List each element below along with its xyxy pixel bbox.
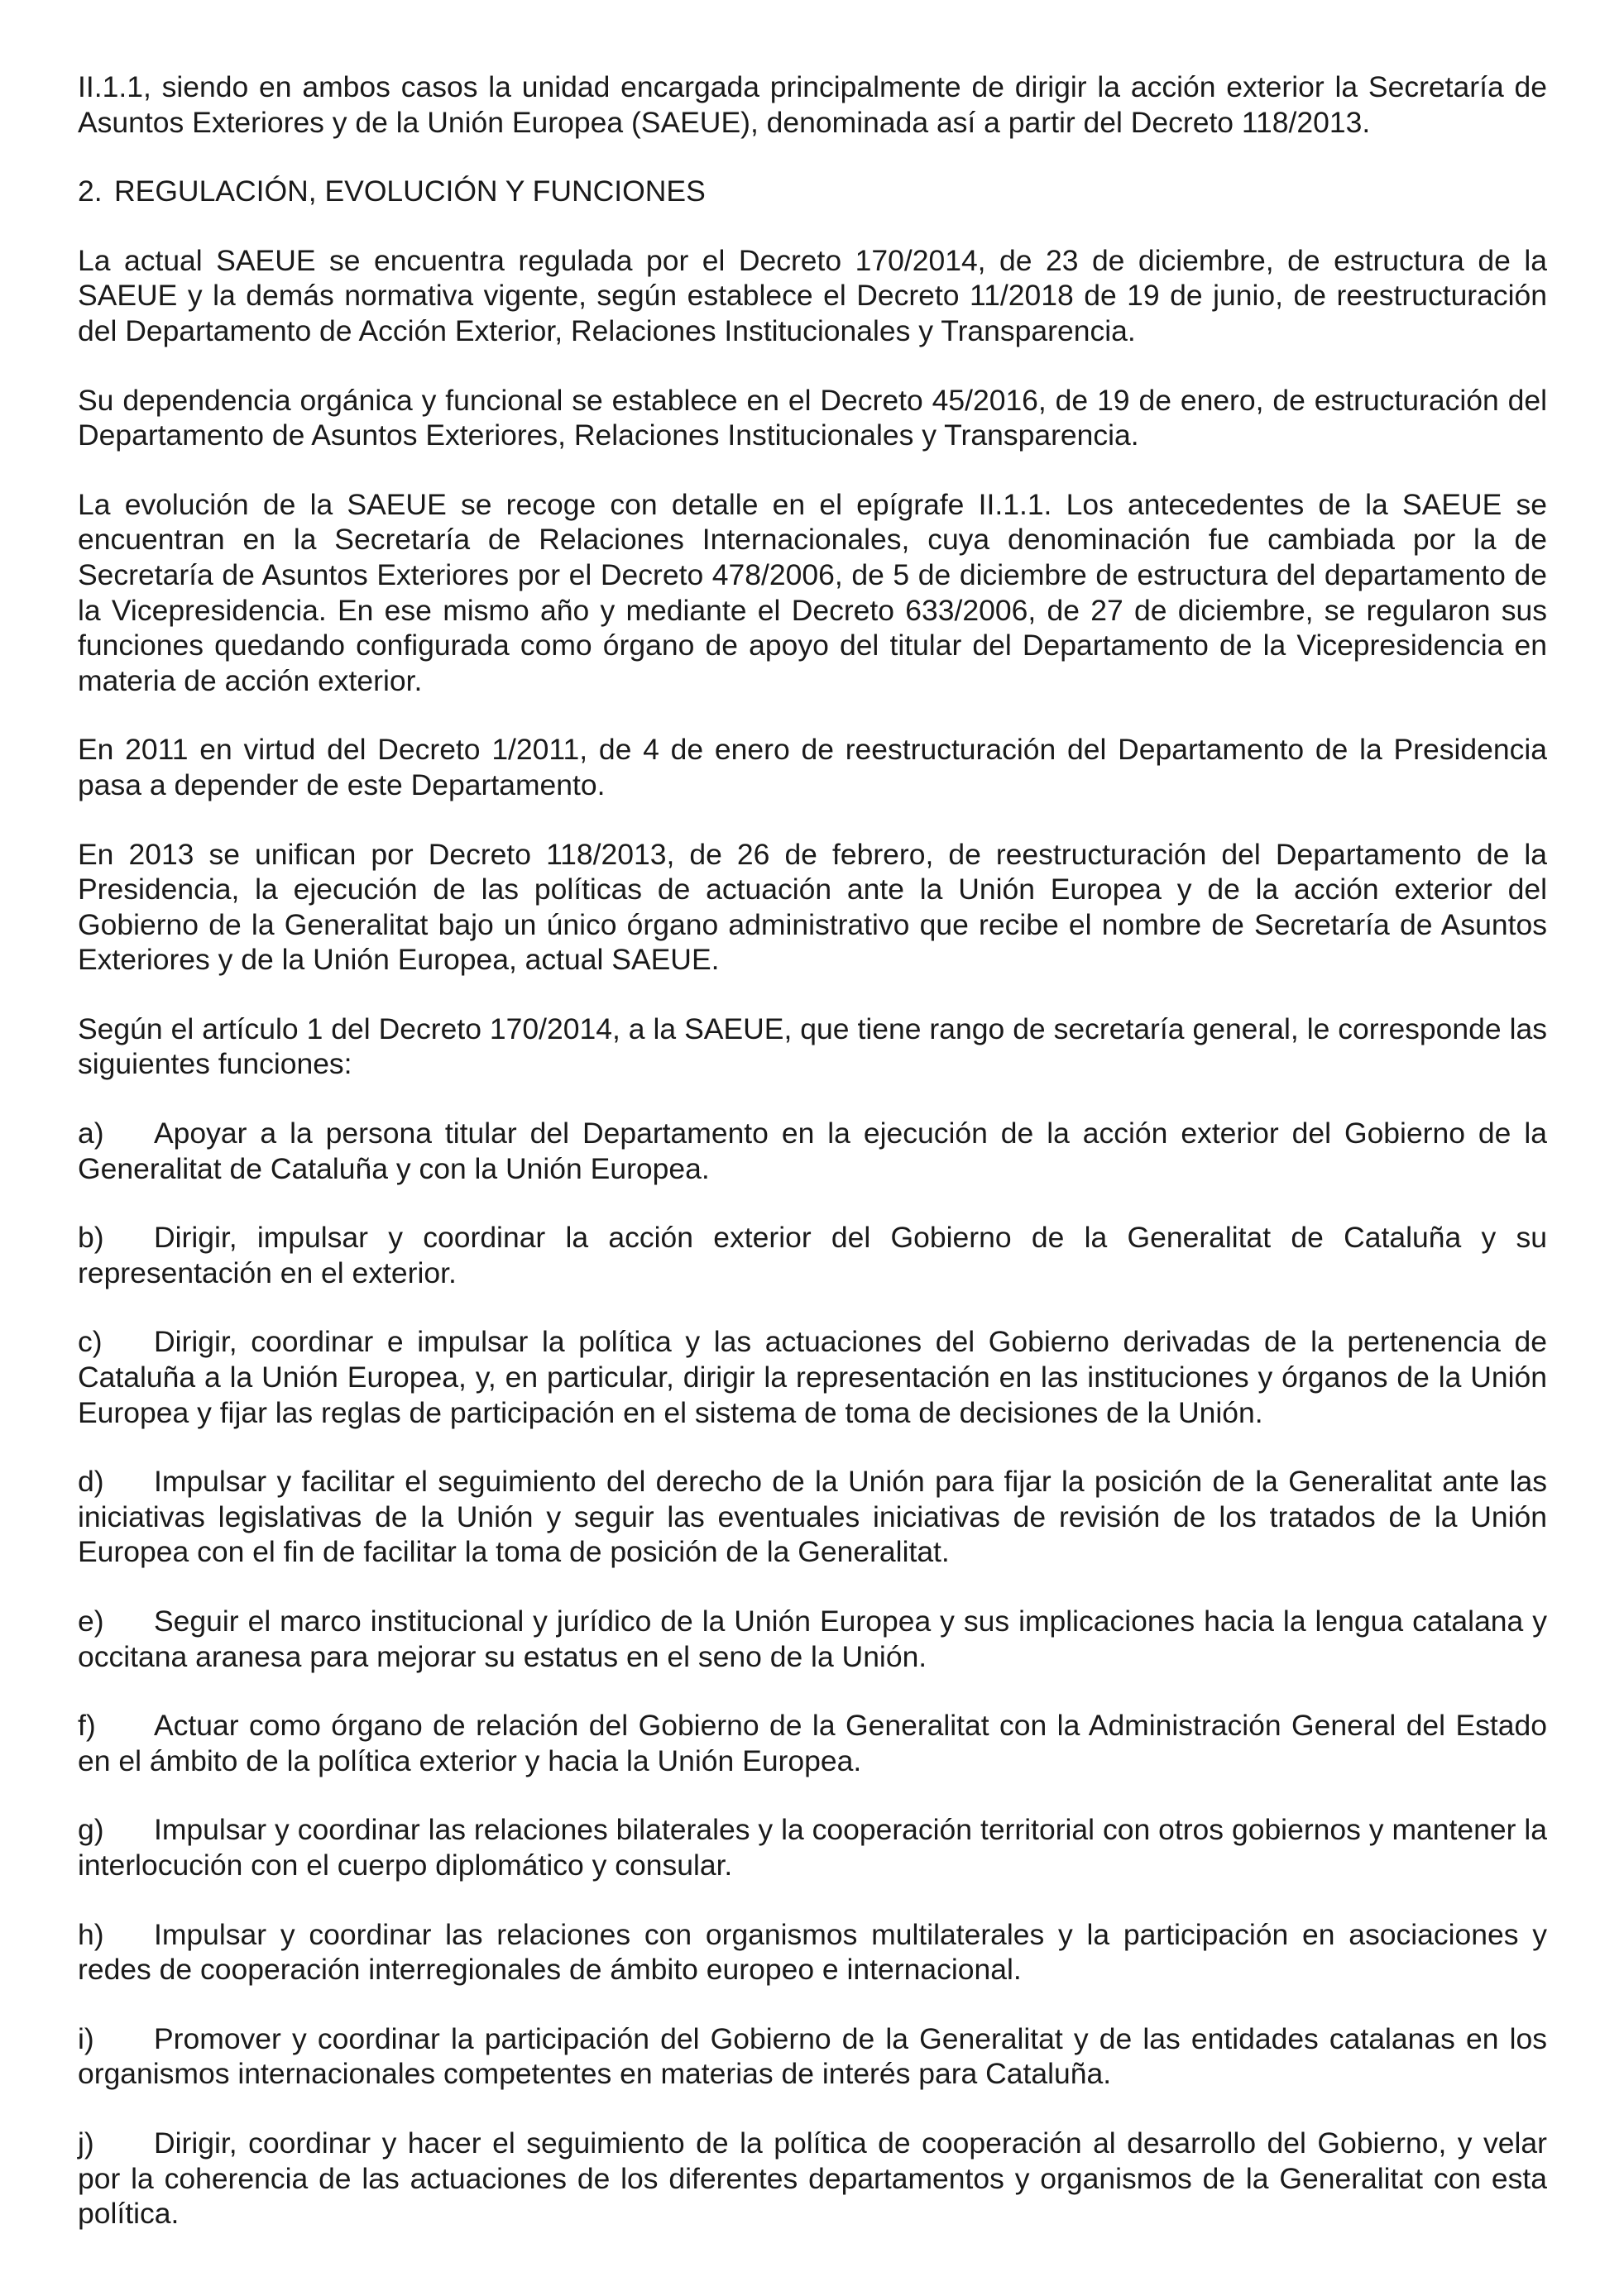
function-text: Actuar como órgano de relación del Gobierno de la Generalitat con la Administración General del Estado en el ámbito de la política exterior y hacia la Unión Europea. (78, 1709, 1547, 1777)
function-letter: i) (78, 2021, 94, 2055)
function-letter: d) (78, 1465, 104, 1499)
intro-paragraph: II.1.1, siendo en ambos casos la unidad encargada principalmente de dirigir la acción exterior la Secretaría de Asuntos Exteriores y de la Unión Europea (SAEUE), denominada así a partir del Decreto 118/2013. (78, 70, 1547, 139)
function-text: Dirigir, impulsar y coordinar la acción exterior del Gobierno de la Generalitat de Cataluña y su representación en el exterior. (78, 1221, 1547, 1289)
function-text: Apoyar a la persona titular del Departamento en la ejecución de la acción exterior del Gobierno de la Generalitat de Cataluña y con la Unión Europea. (78, 1117, 1547, 1185)
paragraph-functions-intro: Según el artículo 1 del Decreto 170/2014, a la SAEUE, que tiene rango de secretaría general, le corresponde las siguientes funciones: (78, 1012, 1547, 1081)
function-text: Seguir el marco institucional y jurídico de la Unión Europea y sus implicaciones hacia la lengua catalana y occitana aranesa para mejorar su estatus en el seno de la Unión. (78, 1605, 1547, 1673)
function-letter: j) (78, 2126, 94, 2160)
function-item-j (78, 2126, 1547, 2231)
function-item-a (78, 1116, 1547, 1186)
function-item-f (78, 1708, 1547, 1778)
function-letter: e) (78, 1605, 104, 1638)
function-text: Impulsar y coordinar las relaciones bilaterales y la cooperación territorial con otros gobiernos y mantener la interlocución con el cuerpo diplomático y consular. (78, 1813, 1547, 1882)
function-item-d (78, 1464, 1547, 1570)
function-text: Impulsar y facilitar el seguimiento del derecho de la Unión para fijar la posición de la Generalitat ante las iniciativas legislativas de la Unión y seguir las eventuales iniciativas de revisión de los tratados de la Unión Europea con el fin de facilitar la toma de posición de la Generalitat. (78, 1465, 1547, 1569)
function-letter: a) (78, 1117, 104, 1150)
function-letter: h) (78, 1917, 104, 1951)
section-number: 2. (78, 175, 103, 208)
function-letter: c) (78, 1325, 103, 1359)
function-text: Impulsar y coordinar las relaciones con organismos multilaterales y la participación en asociaciones y redes de cooperación interregionales de ámbito europeo e internacional. (78, 1917, 1547, 1987)
function-item-i (78, 2021, 1547, 2092)
function-item-e (78, 1604, 1547, 1674)
function-letter: b) (78, 1221, 104, 1255)
document-page (78, 69, 1547, 2265)
function-item-b (78, 1220, 1547, 1290)
paragraph-evolution: La evolución de la SAEUE se recoge con detalle en el epígrafe II.1.1. Los antecedentes de la SAEUE se encuentran en la Secretaría de Relaciones Internacionales, cuya denominación fue cambiada por la de Secretaría de Asuntos Exteriores por el Decreto 478/2006, de 5 de diciembre de estructura del departamento de la Vicepresidencia. En ese mismo año y mediante el Decreto 633/2006, de 27 de diciembre, se regularon sus funciones quedando configurada como órgano de apoyo del titular del Departamento de la Vicepresidencia en materia de acción exterior. (78, 487, 1547, 697)
function-letter: f) (78, 1709, 96, 1743)
section-heading (78, 174, 1547, 209)
function-text: Dirigir, coordinar y hacer el seguimiento de la política de cooperación al desarrollo del Gobierno, y velar por la coherencia de las actuaciones de los diferentes departamentos y organismos de la Generalitat con esta política. (78, 2126, 1547, 2231)
function-letter: g) (78, 1813, 104, 1847)
paragraph-dependency: Su dependencia orgánica y funcional se establece en el Decreto 45/2016, de 19 de enero, de estructuración del Departamento de Asuntos Exteriores, Relaciones Institucionales y Transparencia. (78, 383, 1547, 452)
function-item-h (78, 1917, 1547, 1987)
function-item-c (78, 1324, 1547, 1430)
function-item-g (78, 1812, 1547, 1882)
paragraph-2013: En 2013 se unifican por Decreto 118/2013, de 26 de febrero, de reestructuración del Departamento de la Presidencia, la ejecución de las políticas de actuación ante la Unión Europea y de la acción exterior del Gobierno de la Generalitat bajo un único órgano administrativo que recibe el nombre de Secretaría de Asuntos Exteriores y de la Unión Europea, actual SAEUE. (78, 837, 1547, 977)
function-text: Dirigir, coordinar e impulsar la política y las actuaciones del Gobierno derivadas de la pertenencia de Cataluña a la Unión Europea, y, en particular, dirigir la representación en las instituciones y órganos de la Unión Europea y fijar las reglas de participación en el sistema de toma de decisiones de la Unión. (78, 1325, 1547, 1429)
function-text: Promover y coordinar la participación del Gobierno de la Generalitat y de las entidades catalanas en los organismos internacionales competentes en materias de interés para Cataluña. (78, 2021, 1547, 2091)
paragraph-regulation: La actual SAEUE se encuentra regulada por el Decreto 170/2014, de 23 de diciembre, de estructura de la SAEUE y la demás normativa vigente, según establece el Decreto 11/2018 de 19 de junio, de reestructuración del Departamento de Acción Exterior, Relaciones Institucionales y Transparencia. (78, 243, 1547, 347)
section-title: REGULACIÓN, EVOLUCIÓN Y FUNCIONES (114, 175, 706, 208)
paragraph-2011: En 2011 en virtud del Decreto 1/2011, de 4 de enero de reestructuración del Departamento de la Presidencia pasa a depender de este Departamento. (78, 733, 1547, 801)
